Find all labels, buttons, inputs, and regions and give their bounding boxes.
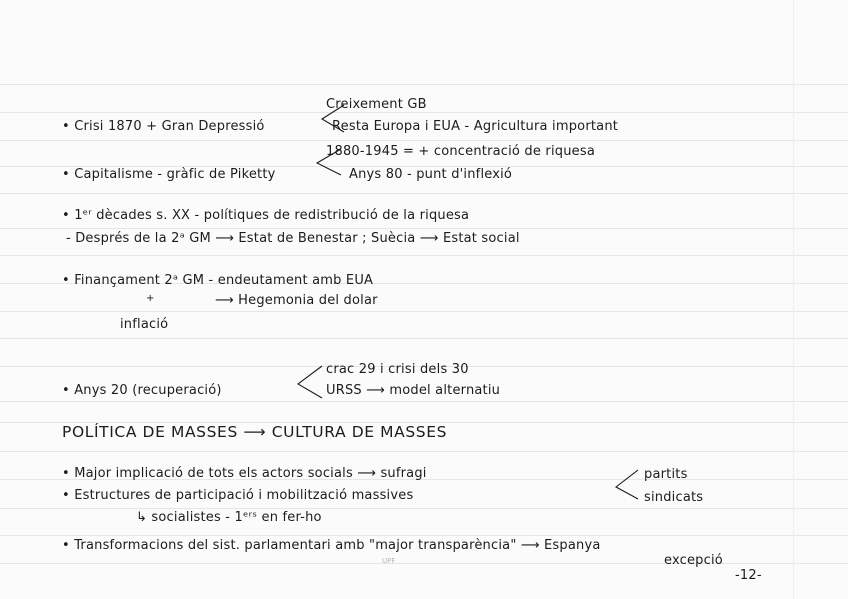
masses-line-1: • Major implicació de tots els actors socials ⟶ sufragi xyxy=(62,466,427,481)
anys20-main: • Anys 20 (recuperació) xyxy=(62,383,222,398)
ruled-line xyxy=(0,311,848,312)
branch-brace xyxy=(294,360,326,402)
ruled-line xyxy=(0,508,848,509)
margin-line xyxy=(793,0,794,599)
inflacio-line: inflació xyxy=(120,317,169,332)
section-heading: POLÍTICA DE MASSES ⟶ CULTURA DE MASSES xyxy=(62,423,448,441)
ruled-line xyxy=(0,401,848,402)
masses-branch-top: partits xyxy=(644,467,688,482)
crisi-branch-bottom: Resta Europa i EUA - Agricultura important xyxy=(332,119,619,134)
capitalisme-main: • Capitalisme - gràfic de Piketty xyxy=(62,167,276,182)
anys20-branch-bottom: URSS ⟶ model alternatiu xyxy=(326,383,501,398)
masses-line-4: • Transformacions del sist. parlamentari amb "major transparència" ⟶ Espanya xyxy=(62,538,601,553)
masses-line-3: ↳ socialistes - 1ᵉʳˢ en fer-ho xyxy=(136,510,322,525)
capitalisme-branch-top: 1880-1945 = + concentració de riquesa xyxy=(326,144,595,159)
financament-line-1: • Finançament 2ᵃ GM - endeutament amb EUA xyxy=(62,273,374,288)
decades-line-2: - Després de la 2ᵃ GM ⟶ Estat de Benestar ; Suècia ⟶ Estat social xyxy=(66,231,520,246)
ruled-line xyxy=(0,193,848,194)
ruled-line xyxy=(0,338,848,339)
decades-line-1: • 1ᵉʳ dècades s. XX - polítiques de redistribució de la riquesa xyxy=(62,208,470,223)
ruled-line xyxy=(0,451,848,452)
hegemonia-line: ⟶ Hegemonia del dolar xyxy=(215,293,378,308)
excepcio-label: excepció xyxy=(664,553,723,568)
branch-brace xyxy=(612,465,642,503)
ruled-line xyxy=(0,84,848,85)
page-number: -12- xyxy=(735,568,762,583)
ruled-line xyxy=(0,228,848,229)
ruled-line xyxy=(0,140,848,141)
capitalisme-branch-bottom: Anys 80 - punt d'inflexió xyxy=(349,167,513,182)
masses-line-2: • Estructures de participació i mobilització massives xyxy=(62,488,414,503)
crisi-branch-top: Creixement GB xyxy=(326,97,427,112)
anys20-branch-top: crac 29 i crisi dels 30 xyxy=(326,362,469,377)
ruled-line xyxy=(0,535,848,536)
faint-stamp: UPF xyxy=(382,557,396,565)
masses-branch-bottom: sindicats xyxy=(644,490,704,505)
crisi-main: • Crisi 1870 + Gran Depressió xyxy=(62,119,265,134)
ruled-line xyxy=(0,255,848,256)
plus-sign: + xyxy=(146,293,155,304)
